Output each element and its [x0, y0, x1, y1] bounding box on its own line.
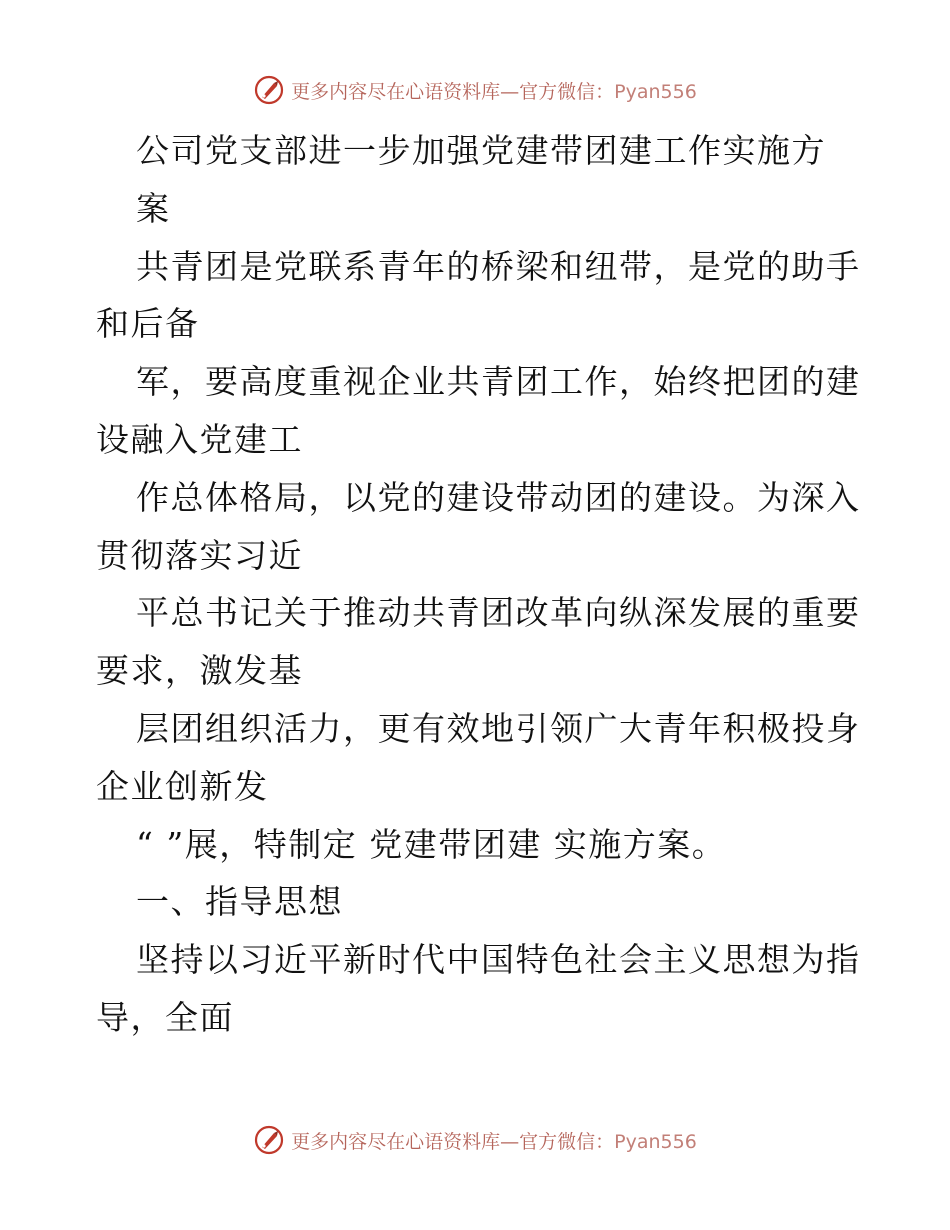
- pen-nib-logo-icon: [253, 74, 285, 106]
- document-line: “ ”展，特制定 党建带团建 实施方案。: [136, 824, 727, 864]
- document-line: 导，全面: [96, 997, 234, 1037]
- header-banner-inner: [253, 74, 697, 106]
- footer-banner-text: [291, 1127, 697, 1154]
- pen-nib-logo-icon: [253, 1124, 285, 1156]
- document-line: 共青团是党联系青年的桥梁和纽带，是党的助手: [136, 246, 861, 286]
- document-line: 案: [136, 188, 171, 228]
- document-line: 坚持以习近平新时代中国特色社会主义思想为指: [136, 940, 861, 980]
- document-line: 公司党支部进一步加强党建带团建工作实施方: [136, 131, 826, 170]
- footer-text-cn: 更多内容尽在心语资料库—官方微信：: [291, 1130, 615, 1153]
- document-line: 和后备: [96, 304, 200, 344]
- footer-wechat-id: Pyan556: [614, 1130, 697, 1153]
- header-banner: [0, 70, 950, 110]
- document-line: 层团组织活力，更有效地引领广大青年积极投身: [136, 708, 861, 748]
- header-text-cn: 更多内容尽在心语资料库—官方微信：: [291, 80, 615, 103]
- document-line: 平总书记关于推动共青团改革向纵深发展的重要: [136, 593, 861, 633]
- document-line: 贯彻落实习近: [96, 535, 303, 575]
- document-line: 要求，激发基: [96, 651, 303, 691]
- document-line: 一、指导思想: [136, 882, 343, 922]
- document-line: 作总体格局，以党的建设带动团的建设。为深入: [136, 477, 861, 517]
- document-body: [96, 122, 861, 1047]
- header-wechat-id: Pyan556: [614, 80, 697, 103]
- document-line: 企业创新发: [96, 766, 269, 806]
- footer-banner: [0, 1120, 950, 1160]
- header-banner-text: [291, 77, 697, 104]
- document-line: 设融入党建工: [96, 419, 303, 459]
- document-line: 军，要高度重视企业共青团工作，始终把团的建: [136, 362, 861, 402]
- footer-banner-inner: [253, 1124, 697, 1156]
